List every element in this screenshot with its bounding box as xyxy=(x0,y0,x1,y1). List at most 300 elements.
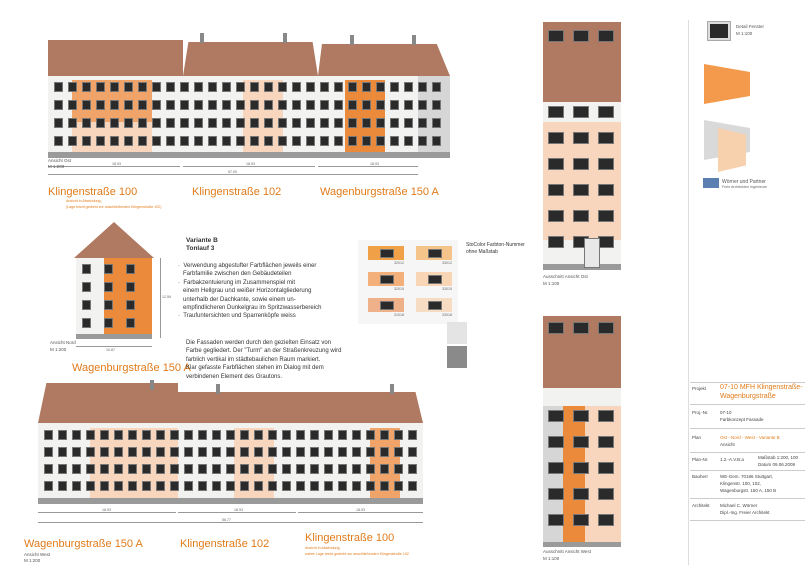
window xyxy=(598,106,614,118)
window xyxy=(126,300,135,310)
window xyxy=(310,447,319,457)
window xyxy=(264,100,273,110)
chimney xyxy=(283,33,287,43)
gray-swatch-light xyxy=(447,322,467,344)
base-plinth xyxy=(76,334,152,339)
title-divider xyxy=(690,498,805,499)
window xyxy=(254,430,263,440)
window xyxy=(240,430,249,440)
window xyxy=(324,447,333,457)
window xyxy=(404,118,413,128)
architekt-label: Architekt xyxy=(692,503,710,508)
swatch-window xyxy=(380,249,394,258)
window xyxy=(408,464,417,474)
window xyxy=(226,481,235,491)
window xyxy=(268,447,277,457)
view-label: Ausschnitt Ansicht West xyxy=(543,549,591,554)
window xyxy=(138,82,147,92)
dimension-line xyxy=(48,166,180,167)
window xyxy=(208,100,217,110)
window-detail-icon xyxy=(708,22,730,40)
window xyxy=(334,118,343,128)
window xyxy=(418,118,427,128)
window xyxy=(548,210,564,222)
office-name: Wörner und Partner xyxy=(722,179,766,185)
entrance-door xyxy=(584,238,600,268)
title-divider xyxy=(690,452,805,453)
window xyxy=(104,264,113,274)
window xyxy=(44,430,53,440)
dim-label: 18.93 xyxy=(112,162,121,166)
window xyxy=(573,30,589,42)
bullet-item: · Farbakzentuierung im Zusammenspiel mit xyxy=(178,279,296,286)
paragraph-line: Farbe gegliedert. Der "Turm" an der Straßenkreuzung wird xyxy=(186,348,342,355)
window xyxy=(548,322,564,334)
bullet-text: Farbakzentuierung im Zusammenspiel mit xyxy=(183,279,296,286)
window xyxy=(306,100,315,110)
window xyxy=(404,100,413,110)
scale-label: M 1:200 xyxy=(48,164,65,169)
swatch-caption: ohne Maßstab xyxy=(466,249,498,255)
dimension-line xyxy=(298,512,423,513)
window xyxy=(128,464,137,474)
swatch-window xyxy=(428,301,442,310)
view-label: Ansicht West xyxy=(24,552,51,557)
window xyxy=(54,118,63,128)
window xyxy=(376,136,385,146)
window xyxy=(264,82,273,92)
window xyxy=(236,136,245,146)
window xyxy=(296,464,305,474)
window xyxy=(110,118,119,128)
bauherr-line: Klingenstr. 100, 102, xyxy=(720,481,762,486)
title-divider xyxy=(690,382,805,383)
street-label: Wagenburgstraße 150 A xyxy=(72,362,191,374)
window xyxy=(128,430,137,440)
window xyxy=(212,447,221,457)
window xyxy=(72,430,81,440)
bullet-list xyxy=(178,262,321,321)
column-divider xyxy=(688,20,689,565)
window xyxy=(82,318,91,328)
window xyxy=(548,488,564,500)
window xyxy=(324,430,333,440)
architekt-line: Michael C. Wörner xyxy=(720,503,758,508)
dim-label-total: 56.77 xyxy=(222,518,231,522)
dimension-line xyxy=(160,258,161,338)
window xyxy=(110,100,119,110)
street-note: (Lage leicht gedreht zur anschließenden Klingenstraße 102) xyxy=(66,205,162,209)
projnr-label: Proj.-Nr. xyxy=(692,410,709,415)
window xyxy=(292,136,301,146)
bullet-item xyxy=(178,287,321,295)
window xyxy=(573,158,589,170)
window xyxy=(82,82,91,92)
window xyxy=(240,447,249,457)
window xyxy=(598,322,614,334)
window xyxy=(352,447,361,457)
window xyxy=(96,136,105,146)
dimension-line xyxy=(318,166,418,167)
window xyxy=(376,82,385,92)
window xyxy=(104,300,113,310)
window xyxy=(68,118,77,128)
window xyxy=(598,236,614,248)
scale-label: M 1:100 xyxy=(736,31,753,36)
window xyxy=(54,82,63,92)
street-note: Ansicht in Abwicklung, xyxy=(66,199,102,203)
window xyxy=(278,82,287,92)
window xyxy=(212,481,221,491)
window xyxy=(100,481,109,491)
window xyxy=(278,118,287,128)
window xyxy=(598,184,614,196)
window xyxy=(124,118,133,128)
dim-label: 12.59 xyxy=(162,295,171,299)
window xyxy=(114,464,123,474)
bauherr-line: Wagenburgstr. 150 A, 150 B xyxy=(720,488,777,493)
window xyxy=(282,447,291,457)
roof-wagenburg-150a xyxy=(318,44,450,76)
window xyxy=(68,136,77,146)
window xyxy=(573,210,589,222)
window xyxy=(194,100,203,110)
dim-label-total: 57.00 xyxy=(228,170,237,174)
window xyxy=(418,82,427,92)
window xyxy=(250,82,259,92)
window xyxy=(366,430,375,440)
date-value: Datum 09.06.2009 xyxy=(758,462,796,467)
swatch-code: 33018 xyxy=(442,313,452,317)
window xyxy=(408,447,417,457)
gray-swatch-dark xyxy=(447,346,467,368)
roof-north xyxy=(74,222,154,258)
window xyxy=(152,100,161,110)
variant-paragraph xyxy=(186,339,341,381)
window xyxy=(264,118,273,128)
peach-band xyxy=(243,80,283,152)
window xyxy=(54,100,63,110)
window xyxy=(390,82,399,92)
window xyxy=(170,430,179,440)
view-label: Ansicht Ost xyxy=(48,158,72,163)
window xyxy=(152,82,161,92)
window xyxy=(418,136,427,146)
window xyxy=(104,282,113,292)
window xyxy=(573,514,589,526)
plannr-value: 1.2.-A.V.B.a xyxy=(720,457,744,462)
window xyxy=(208,82,217,92)
window xyxy=(198,464,207,474)
window xyxy=(278,100,287,110)
window xyxy=(254,464,263,474)
window xyxy=(394,430,403,440)
window xyxy=(278,136,287,146)
window xyxy=(376,118,385,128)
window xyxy=(96,100,105,110)
window xyxy=(180,118,189,128)
window xyxy=(296,447,305,457)
window xyxy=(310,481,319,491)
window xyxy=(598,514,614,526)
dim-label: 10.87 xyxy=(106,348,115,352)
window xyxy=(126,264,135,274)
window xyxy=(548,236,564,248)
window xyxy=(250,118,259,128)
chimney xyxy=(390,384,394,394)
window xyxy=(324,464,333,474)
base-plinth xyxy=(543,542,621,547)
window xyxy=(240,464,249,474)
base-plinth xyxy=(48,152,450,158)
window xyxy=(152,118,161,128)
window xyxy=(170,464,179,474)
window xyxy=(44,447,53,457)
dim-label: 18.93 xyxy=(370,162,379,166)
window xyxy=(198,430,207,440)
window xyxy=(320,136,329,146)
window xyxy=(352,481,361,491)
window xyxy=(198,481,207,491)
window xyxy=(362,136,371,146)
window xyxy=(394,481,403,491)
window xyxy=(58,430,67,440)
window xyxy=(352,464,361,474)
window xyxy=(432,82,441,92)
swatch-code: 33012 xyxy=(442,261,452,265)
window xyxy=(320,100,329,110)
paragraph-line: Klar gefasste Farbflächen stehen im Dialog mit dem xyxy=(186,365,324,372)
window xyxy=(166,82,175,92)
window xyxy=(208,118,217,128)
swatch-caption: StoColor Farbton-Nummer xyxy=(466,242,525,248)
window xyxy=(124,82,133,92)
window xyxy=(598,462,614,474)
window xyxy=(598,158,614,170)
projekt-value: 07-10 MFH Klingenstraße- xyxy=(720,384,803,391)
window xyxy=(58,447,67,457)
street-label: Klingenstraße 100 xyxy=(48,186,138,198)
window xyxy=(184,447,193,457)
window xyxy=(142,464,151,474)
window xyxy=(226,464,235,474)
window xyxy=(366,481,375,491)
window xyxy=(194,118,203,128)
plan-label: Plan xyxy=(692,435,702,440)
plannr-label: Plan-Nr. xyxy=(692,457,709,462)
roof-wagenburg-150a xyxy=(38,383,178,423)
window xyxy=(598,488,614,500)
window xyxy=(548,158,564,170)
window xyxy=(114,447,123,457)
roof-klingen-100 xyxy=(48,40,183,76)
window xyxy=(100,430,109,440)
window-reveal-orange xyxy=(704,64,750,104)
chimney xyxy=(150,380,154,390)
dimension-line xyxy=(178,512,296,513)
window xyxy=(152,136,161,146)
window xyxy=(250,136,259,146)
roof-klingen-102 xyxy=(178,392,298,423)
bullet-text: unterhalb der Dachkante, sowie einem un- xyxy=(183,296,296,303)
window-reveal-peach xyxy=(718,128,746,172)
window xyxy=(138,118,147,128)
window xyxy=(114,481,123,491)
window xyxy=(166,118,175,128)
window xyxy=(236,118,245,128)
window xyxy=(222,136,231,146)
window xyxy=(548,514,564,526)
window xyxy=(306,118,315,128)
bullet-item: · Verwendung abgestufter Farbflächen jeweils einer xyxy=(178,263,317,269)
base-plinth xyxy=(38,498,423,504)
window xyxy=(548,132,564,144)
bullet-text: Traufuntersichten und Sparrenköpfe weiss xyxy=(183,313,296,320)
scale-label: M 1:200 xyxy=(50,347,67,352)
window xyxy=(320,118,329,128)
window xyxy=(222,100,231,110)
view-label: Ausschnitt Ansicht Ost xyxy=(543,274,588,279)
window xyxy=(86,481,95,491)
window xyxy=(334,136,343,146)
window xyxy=(380,481,389,491)
dim-label: 18.93 xyxy=(234,508,243,512)
window xyxy=(380,464,389,474)
window xyxy=(226,430,235,440)
window xyxy=(226,447,235,457)
street-label: Klingenstraße 102 xyxy=(180,538,270,550)
window xyxy=(212,464,221,474)
window xyxy=(268,464,277,474)
window xyxy=(86,430,95,440)
window xyxy=(296,430,305,440)
window xyxy=(548,436,564,448)
window xyxy=(180,100,189,110)
window xyxy=(380,430,389,440)
window xyxy=(100,447,109,457)
window xyxy=(418,100,427,110)
window xyxy=(598,132,614,144)
dimension-line xyxy=(76,346,152,347)
window xyxy=(292,100,301,110)
window xyxy=(548,106,564,118)
variant-subtitle: Tonlauf 3 xyxy=(186,245,215,252)
window xyxy=(86,464,95,474)
window xyxy=(184,481,193,491)
window xyxy=(573,462,589,474)
window xyxy=(573,184,589,196)
window xyxy=(598,30,614,42)
window xyxy=(138,136,147,146)
window xyxy=(310,464,319,474)
window xyxy=(82,100,91,110)
color-swatch xyxy=(368,272,404,291)
window xyxy=(432,136,441,146)
window xyxy=(236,100,245,110)
projnr-value: 07-10 xyxy=(720,410,732,415)
window xyxy=(548,410,564,422)
window xyxy=(366,447,375,457)
window xyxy=(126,282,135,292)
bullet-text: einem Hellgrau und weißer Horizontalgliederung xyxy=(183,288,312,295)
window xyxy=(348,100,357,110)
window xyxy=(306,136,315,146)
street-note: wahre Lage leicht gedreht zur anschließenden Klingenstraße 102 xyxy=(305,552,409,556)
window xyxy=(72,464,81,474)
window xyxy=(348,82,357,92)
window xyxy=(184,464,193,474)
window xyxy=(44,464,53,474)
chimney xyxy=(350,35,354,45)
window xyxy=(114,430,123,440)
window xyxy=(212,430,221,440)
paragraph-line: verbindenen Element des Grautons. xyxy=(186,373,283,380)
bullet-text: Farbfamilie zwischen den Gebäudeteilen xyxy=(183,271,292,278)
dimension-line xyxy=(38,512,176,513)
window xyxy=(348,136,357,146)
window xyxy=(366,464,375,474)
window xyxy=(548,184,564,196)
window xyxy=(170,447,179,457)
window xyxy=(390,118,399,128)
dimension-line xyxy=(38,522,423,523)
window xyxy=(348,118,357,128)
window xyxy=(156,481,165,491)
window xyxy=(68,100,77,110)
window xyxy=(390,100,399,110)
window xyxy=(324,481,333,491)
window xyxy=(126,318,135,328)
window xyxy=(156,464,165,474)
swatch-code: 32012 xyxy=(394,261,404,265)
projekt-value: Wagenburgstraße xyxy=(720,393,776,400)
window xyxy=(72,481,81,491)
dim-label: 18.93 xyxy=(102,508,111,512)
window xyxy=(320,82,329,92)
window xyxy=(292,82,301,92)
window xyxy=(394,447,403,457)
window xyxy=(142,481,151,491)
swatch-window xyxy=(428,275,442,284)
window xyxy=(268,481,277,491)
window xyxy=(338,464,347,474)
window xyxy=(82,118,91,128)
roof-klingen-102 xyxy=(183,42,318,76)
window xyxy=(254,447,263,457)
window xyxy=(96,118,105,128)
street-note: Ansicht in Abwicklung, xyxy=(305,546,341,550)
chimney xyxy=(200,33,204,43)
view-label: Ansicht Nord xyxy=(50,340,76,345)
variant-title: Variante B xyxy=(186,237,218,244)
window xyxy=(408,481,417,491)
window xyxy=(362,118,371,128)
window xyxy=(598,410,614,422)
window xyxy=(128,481,137,491)
window xyxy=(598,436,614,448)
window xyxy=(142,430,151,440)
window xyxy=(394,464,403,474)
street-label: Wagenburgstraße 150 A xyxy=(320,186,439,198)
base-plinth xyxy=(543,264,621,270)
window xyxy=(548,30,564,42)
swatch-code: 33015 xyxy=(442,287,452,291)
window xyxy=(96,82,105,92)
swatch-code: 32015 xyxy=(394,287,404,291)
window xyxy=(170,481,179,491)
bullet-item xyxy=(178,304,321,312)
window xyxy=(282,464,291,474)
